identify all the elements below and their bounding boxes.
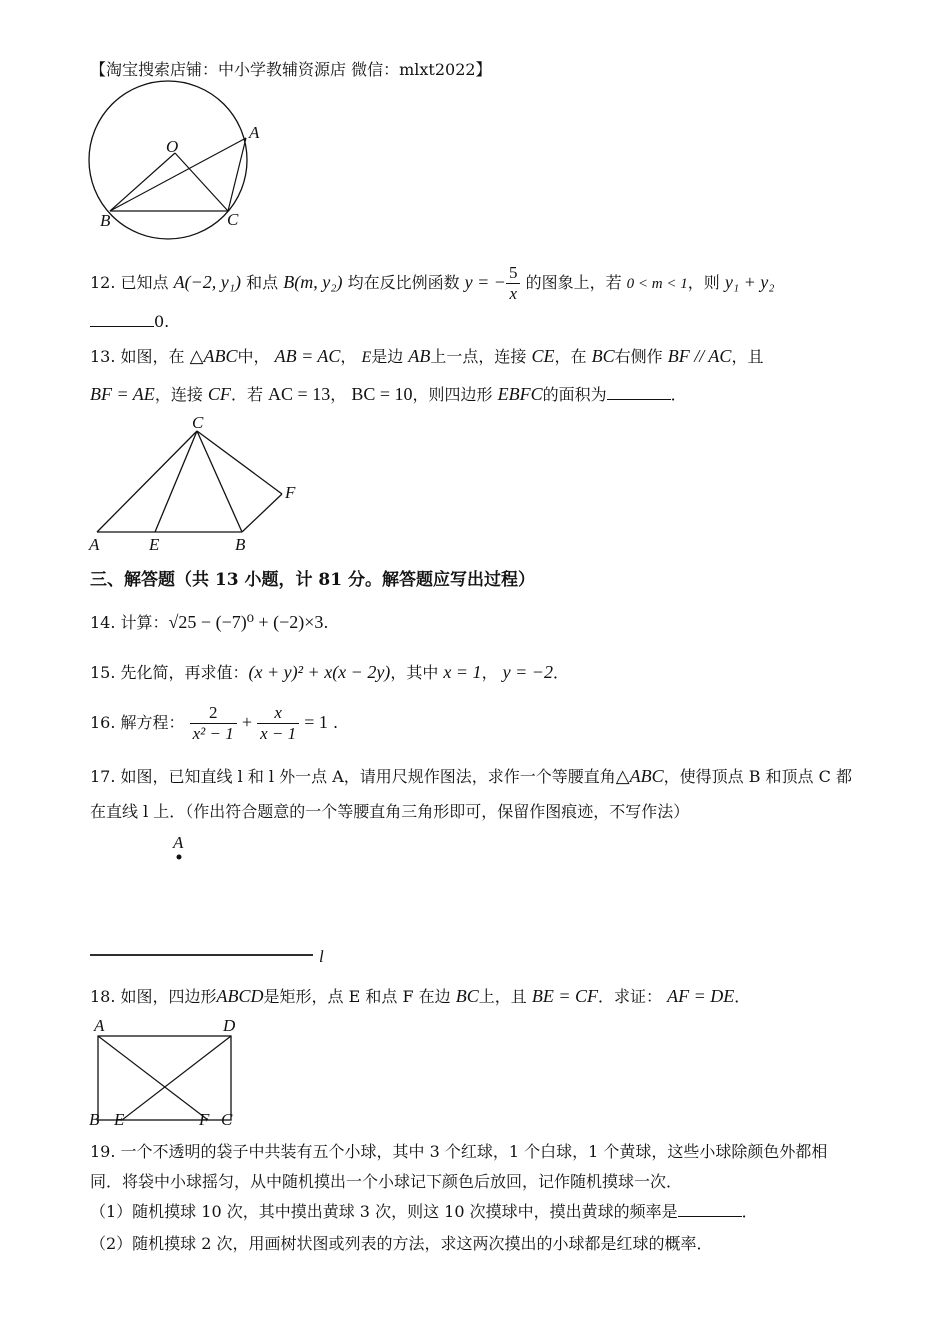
label-D: D [223, 1016, 236, 1035]
label-A: A [94, 1016, 105, 1035]
question-13-line2: BF = AE，连接 CF．若 AC = 13， BC = 10，则四边形 EBFC的面积为 ． [90, 384, 687, 404]
q16-fraction-2: $\frac{x}{x - 1}$ [257, 703, 299, 744]
label-F: F [285, 483, 296, 502]
question-17-line1: 17. 如图，已知直线 l 和 l 外一点 A，请用尺规作图法，求作一个等腰直角△ABC，使得顶点 B 和顶点 C 都 [90, 766, 852, 786]
question-19-part1: （1）随机摸球 10 次，其中摸出黄球 3 次，则这 10 次摸球中，摸出黄球的频率是 ． [90, 1202, 758, 1221]
question-18: 18. 如图，四边形ABCD是矩形，点 E 和点 F 在边 BC上，且 BE = CF．求证： AF = DE． [90, 986, 751, 1006]
section-heading: 三、解答题（共 13 小题，计 81 分。解答题应写出过程） [90, 570, 535, 590]
q12-then: ，则 [687, 273, 720, 292]
rectangle-figure [85, 1016, 255, 1131]
q16-fraction-1: $\frac{2}{\text{x² − 1}}$ [190, 703, 237, 744]
label-l: l [319, 947, 324, 966]
question-17-line2: 在直线 l 上．（作出符合题意的一个等腰直角三角形即可，保留作图痕迹，不写作法） [90, 802, 690, 821]
question-15: 15. 先化简，再求值：(x + y)² + x(x − 2y)，其中 x = 1， y = −2． [90, 662, 569, 682]
q12-point-a: A(−2, y₁) [173, 272, 242, 292]
label-C: C [192, 414, 204, 432]
question-13-line1: 13. 如图，在 △ABC中， AB = AC， E是边 AB上一点，连接 CE，在 BC右侧作 BF // AC，且 [90, 346, 764, 366]
q12-point-b: B(m, y₂) [283, 272, 343, 292]
label-C: C [221, 1110, 233, 1129]
q12-and: 和点 [246, 273, 279, 292]
label-F: F [199, 1110, 210, 1129]
label-E: E [114, 1110, 125, 1129]
circle-figure [80, 78, 280, 248]
q12-expr: y₁ + y₂ [724, 272, 775, 292]
q12-line2: 0. [90, 312, 169, 332]
header-text: 【淘宝搜索店铺：中小学教辅资源店 微信：mlxt2022】 [90, 60, 492, 79]
label-C: C [227, 210, 239, 229]
line-l-figure [85, 830, 345, 970]
label-A: A [173, 833, 184, 852]
label-E: E [149, 535, 160, 554]
question-14: 14. 计算：√25 − (−7)⁰ + (−2)×3. [90, 612, 329, 632]
q12-prefix: 12. 已知点 [90, 273, 169, 292]
question-19-line1: 19. 一个不透明的袋子中共装有五个小球，其中 3 个红球，1 个白球，1 个黄球，这些小球除颜色外都相 [90, 1142, 828, 1161]
q12-fraction: $\frac{5}{x}$ [506, 263, 521, 304]
q12-tail: 的图象上，若 [525, 273, 622, 292]
label-B: B [235, 535, 246, 554]
question-19-line2: 同．将袋中小球摇匀，从中随机摸出一个小球记下颜色后放回，记作随机摸球一次． [90, 1172, 683, 1191]
q12-condition: 0 < m < 1 [626, 276, 688, 292]
q19-answer-blank[interactable] [678, 1202, 742, 1217]
question-16: 16. 解方程： $\frac{2}{\text{x² − 1}}$ + $\frac{x}{x - 1}$ = 1 . [90, 703, 339, 743]
label-B: B [100, 211, 111, 230]
q13-answer-blank[interactable] [607, 385, 671, 400]
q12-mid: 均在反比例函数 [347, 273, 460, 292]
triangle-figure [85, 414, 315, 559]
q12-answer-blank[interactable] [90, 312, 154, 327]
label-A: A [89, 535, 100, 554]
question-12 [90, 260, 775, 306]
q12-func-y: y = − [464, 272, 506, 292]
label-O: O [166, 137, 179, 156]
label-B: B [89, 1110, 100, 1129]
label-A: A [249, 123, 260, 142]
question-19-part2: （2）随机摸球 2 次，用画树状图或列表的方法，求这两次摸出的小球都是红球的概率． [90, 1234, 713, 1253]
